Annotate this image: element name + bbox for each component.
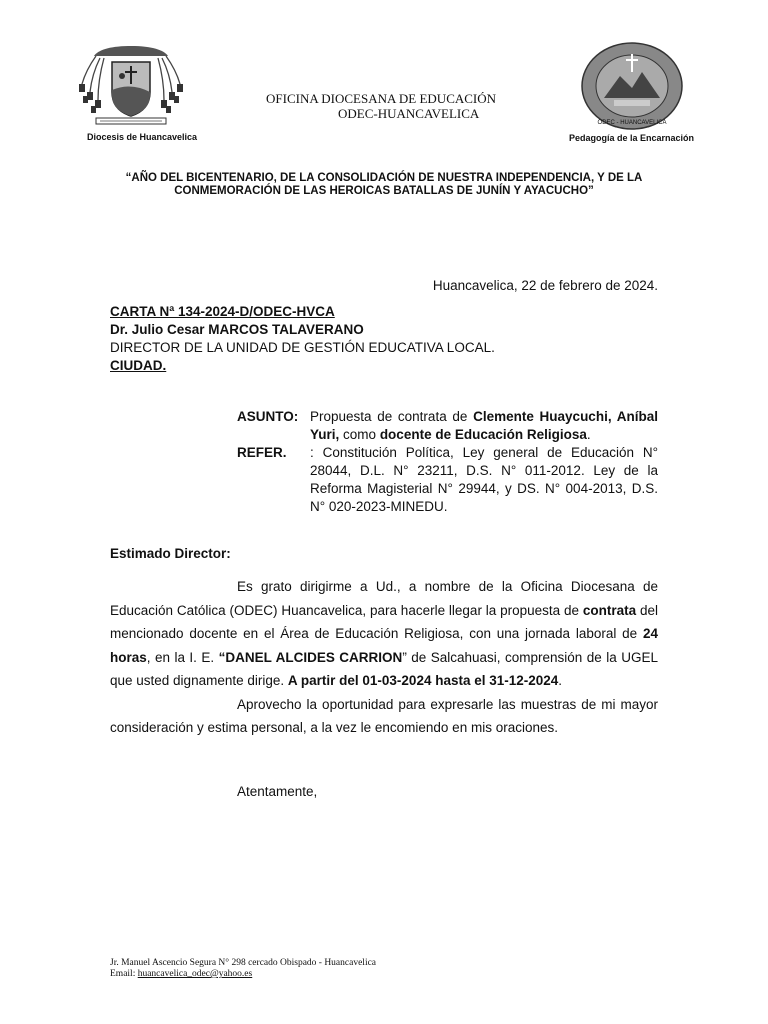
reference-row: [237, 444, 658, 516]
addressee-name: Dr. Julio Cesar MARCOS TALAVERANO: [110, 322, 364, 337]
footer: [110, 958, 376, 980]
p1-c: del mencionado docente en el Área de Educación Religiosa, con una jornada laboral de: [110, 602, 658, 641]
footer-address: Jr. Manuel Ascencio Segura N° 298 cercado Obispado - Huancavelica: [110, 958, 377, 968]
office-line-1: OFICINA DIOCESANA DE EDUCACIÓN: [266, 91, 497, 106]
p1-e: , en la I. E.: [146, 649, 215, 665]
subject-reference-block: [237, 408, 658, 516]
seal-text: ODEC - HUANCAVELICA: [597, 120, 667, 126]
subject-end: .: [586, 427, 591, 442]
office-line-2: ODEC-HUANCAVELICA: [338, 106, 480, 121]
footer-email-label: Email:: [110, 969, 136, 979]
right-caption: Pedagogía de la Encarnación: [569, 133, 695, 143]
p1-g: ” de Salcahuasi, comprensión de la UGEL que usted dignamente dirige.: [110, 649, 658, 688]
p1-i: .: [558, 673, 563, 688]
diocese-coat-of-arms: [72, 40, 190, 128]
subject-text: [310, 408, 658, 444]
footer-email-link[interactable]: huancavelica_odec@yahoo.es: [137, 969, 253, 979]
letter-date: Huancavelica, 22 de febrero de 2024.: [432, 278, 658, 293]
p1-d: 24 horas: [110, 626, 658, 665]
subject-row: [237, 408, 658, 444]
office-heading: [266, 91, 496, 121]
subject-text-a: Propuesta de contrata de: [310, 409, 468, 424]
left-caption: Diocesis de Huancavelica: [87, 132, 198, 142]
letter-body: [110, 575, 658, 740]
odec-seal: [580, 42, 684, 130]
subject-name: Clemente Huaycuchi, Aníbal Yuri,: [310, 409, 658, 442]
body-paragraph-1: [110, 575, 658, 693]
letter-number: CARTA Nª 134-2024-D/ODEC-HVCA: [110, 304, 335, 319]
p1-a: Es grato dirigirme a Ud., a nombre de la Oficina Diocesana de Educación Católica (ODEC) Huancavelica, para hacerle llegar la propuesta de: [110, 579, 658, 618]
p1-f: “DANEL ALCIDES CARRION: [218, 649, 403, 665]
addressee-block: [110, 303, 495, 375]
closing: Atentamente,: [237, 784, 318, 799]
addressee-position: DIRECTOR DE LA UNIDAD DE GESTIÓN EDUCATIVA LOCAL.: [110, 340, 495, 355]
footer-email-line: [110, 969, 376, 980]
year-motto: “AÑO DEL BICENTENARIO, DE LA CONSOLIDACIÓN DE NUESTRA INDEPENDENCIA, Y DE LA CONMEMORACIÓN DE LAS HEROICAS BATALLAS DE JUNÍN Y AYACUCHO”: [125, 172, 643, 197]
reference-label: REFER.: [237, 445, 287, 460]
subject-text-b: como: [343, 427, 377, 442]
addressee-city: CIUDAD.: [110, 358, 167, 373]
subject-role: docente de Educación Religiosa: [379, 427, 587, 442]
subject-label: ASUNTO:: [237, 409, 299, 424]
p1-b: contrata: [582, 602, 637, 618]
reference-text: : Constitución Política, Ley general de Educación N° 28044, D.L. N° 23211, D.S. N° 011-2012. Ley de la Reforma Magisterial N° 29944, y DS. N° 004-2013, D.S. N° 020-2023-MINEDU.: [310, 445, 658, 514]
salutation: Estimado Director:: [110, 546, 231, 561]
body-paragraph-2: Aprovecho la oportunidad para expresarle las muestras de mi mayor consideración y estima personal, a la vez le encomiendo en mis oraciones.: [110, 696, 658, 735]
p1-h: A partir del 01-03-2024 hasta el 31-12-2024: [287, 673, 559, 688]
